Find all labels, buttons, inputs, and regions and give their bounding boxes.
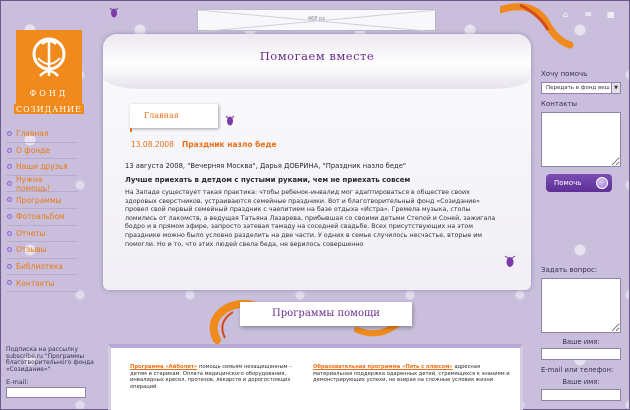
bullet-icon bbox=[7, 148, 12, 153]
bug-icon bbox=[503, 253, 517, 269]
mail-icon[interactable]: ✉ bbox=[585, 10, 592, 19]
bullet-icon bbox=[7, 131, 12, 136]
help-type-select[interactable] bbox=[541, 82, 621, 94]
button-knob-icon bbox=[596, 177, 608, 189]
name-input[interactable] bbox=[541, 348, 621, 360]
nav-label: Библиотека bbox=[16, 262, 64, 272]
bullet-icon bbox=[7, 181, 12, 186]
program-description: адресная материальная поддержка одаренных детей, стремящихся к знаниям и демонстрирующих успехи, но взирая на сложные условия жизни bbox=[313, 364, 510, 384]
nav-item-about[interactable] bbox=[6, 143, 78, 160]
nav-item-home[interactable] bbox=[6, 126, 78, 143]
nav-item-programs[interactable] bbox=[6, 192, 78, 209]
programs-header bbox=[240, 302, 412, 326]
program-link-five-plus[interactable]: Образовательная программа «Пять с плюсом» bbox=[313, 364, 453, 370]
logo-text: ФОНД bbox=[29, 89, 69, 98]
name-label-2: Ваше имя: bbox=[562, 378, 600, 386]
nav-label: Фотоальбом bbox=[16, 212, 65, 222]
page-title: Помогаем вместе bbox=[259, 49, 375, 63]
bullet-icon bbox=[7, 247, 12, 252]
bullet-icon bbox=[7, 164, 12, 169]
nav-item-need-help[interactable] bbox=[6, 176, 78, 193]
programs-title: Программы помощи bbox=[272, 308, 380, 319]
tab-accent bbox=[130, 128, 138, 132]
nav-label: Отчеты bbox=[16, 228, 46, 238]
chevron-down-icon[interactable]: ▼ bbox=[611, 83, 620, 93]
logo-mark-icon bbox=[30, 36, 68, 86]
program-item bbox=[130, 364, 300, 390]
nav-label: О фонде bbox=[16, 145, 50, 155]
nav-item-reports[interactable] bbox=[6, 226, 78, 243]
contact-label: E-mail или телефон: bbox=[541, 366, 614, 374]
contacts-label: Контакты bbox=[541, 100, 578, 108]
name-input-2[interactable] bbox=[541, 389, 621, 401]
help-select-value: Передать в фонд веш bbox=[546, 85, 610, 91]
name-label: Ваше имя: bbox=[562, 338, 600, 346]
nav-item-contacts[interactable] bbox=[6, 275, 78, 292]
nav-item-friends[interactable] bbox=[6, 159, 78, 176]
nav-item-photos[interactable] bbox=[6, 209, 78, 226]
bullet-icon bbox=[7, 280, 12, 285]
nav-label: Программы bbox=[16, 195, 62, 205]
nav-label: Нужна помощь! bbox=[16, 174, 51, 193]
home-icon[interactable]: ⌂ bbox=[563, 10, 569, 19]
question-textarea[interactable] bbox=[541, 278, 621, 333]
help-label: Хочу помочь bbox=[541, 70, 588, 78]
main-nav bbox=[6, 126, 78, 292]
article-date: 13.08.2008 bbox=[131, 140, 174, 149]
help-button[interactable] bbox=[546, 174, 612, 192]
sitemap-icon[interactable]: ▦ bbox=[607, 10, 615, 19]
article-body: На Западе существует такая практика: чтобы ребенок-инвалид мог адаптироваться в обществе своих здоровых сверстников, устраиваются семейные праздники. Вот и благотворительный фонд «Созидание» провел свой первый семейный праздник с чаепитием на базе отдыха «Истра». Гремела музыка, столы ломились от лакомств, а ведущая Татьяна Лазарева, прибывшая со своими детьми Степой и Соней, зажигала бодро и в прямом эфире, запросто затевая тамаду на соседней свадьбе. Всех присутствующих на этом празднике можно было условно разделить на две части. У одних в семье случилось несчастье, вторые им помогли. Но и то, что этих людей свела беда, не верилось совершенно bbox=[125, 189, 496, 248]
help-button-label: Помочь bbox=[554, 179, 582, 187]
nav-label: Отзывы bbox=[16, 245, 47, 255]
subscribe-text: Подписка на рассылку subscribe.ru "Программы благотворительного фонда «Созидание»" bbox=[6, 346, 94, 373]
section-tab bbox=[130, 104, 218, 128]
question-label: Задать вопрос: bbox=[541, 266, 598, 274]
article-title-link[interactable]: Праздник назло беде bbox=[182, 140, 277, 149]
email-input[interactable] bbox=[6, 387, 86, 398]
nav-item-reviews[interactable] bbox=[6, 242, 78, 259]
bullet-icon bbox=[7, 197, 12, 202]
program-item bbox=[313, 364, 513, 384]
nav-label: Наши друзья bbox=[16, 162, 68, 172]
bug-icon bbox=[224, 113, 236, 127]
banner-placeholder[interactable] bbox=[197, 9, 436, 31]
nav-item-library[interactable] bbox=[6, 259, 78, 276]
article-source: 13 августа 2008, "Вечерняя Москва", Дарья ДОБРИНА, "Праздник назло беде" bbox=[125, 162, 407, 170]
contacts-textarea[interactable] bbox=[541, 112, 621, 167]
bullet-icon bbox=[7, 214, 12, 219]
bug-icon bbox=[108, 5, 120, 19]
article-headline: Лучше приехать в детдом с пустыми руками, чем не приехать совсем bbox=[125, 176, 411, 184]
program-link-aibolit[interactable]: Программа «Айболит» bbox=[130, 364, 198, 370]
email-label: E-mail: bbox=[6, 378, 29, 386]
bullet-icon bbox=[7, 264, 12, 269]
logo[interactable] bbox=[16, 30, 82, 110]
bullet-icon bbox=[7, 231, 12, 236]
section-label: Главная bbox=[144, 111, 179, 120]
nav-label: Контакты bbox=[16, 278, 55, 288]
nav-label: Главная bbox=[16, 129, 49, 139]
logo-subtitle: СОЗИДАНИЕ bbox=[16, 105, 82, 114]
program-description: помощь семьям незащищенным – детям и старикам. Оплата медицинского оборудования, инвалидных кресел, протезов, лекарств и дорогостоящих операций bbox=[130, 364, 292, 390]
banner-size-label: 468 px bbox=[307, 16, 326, 22]
